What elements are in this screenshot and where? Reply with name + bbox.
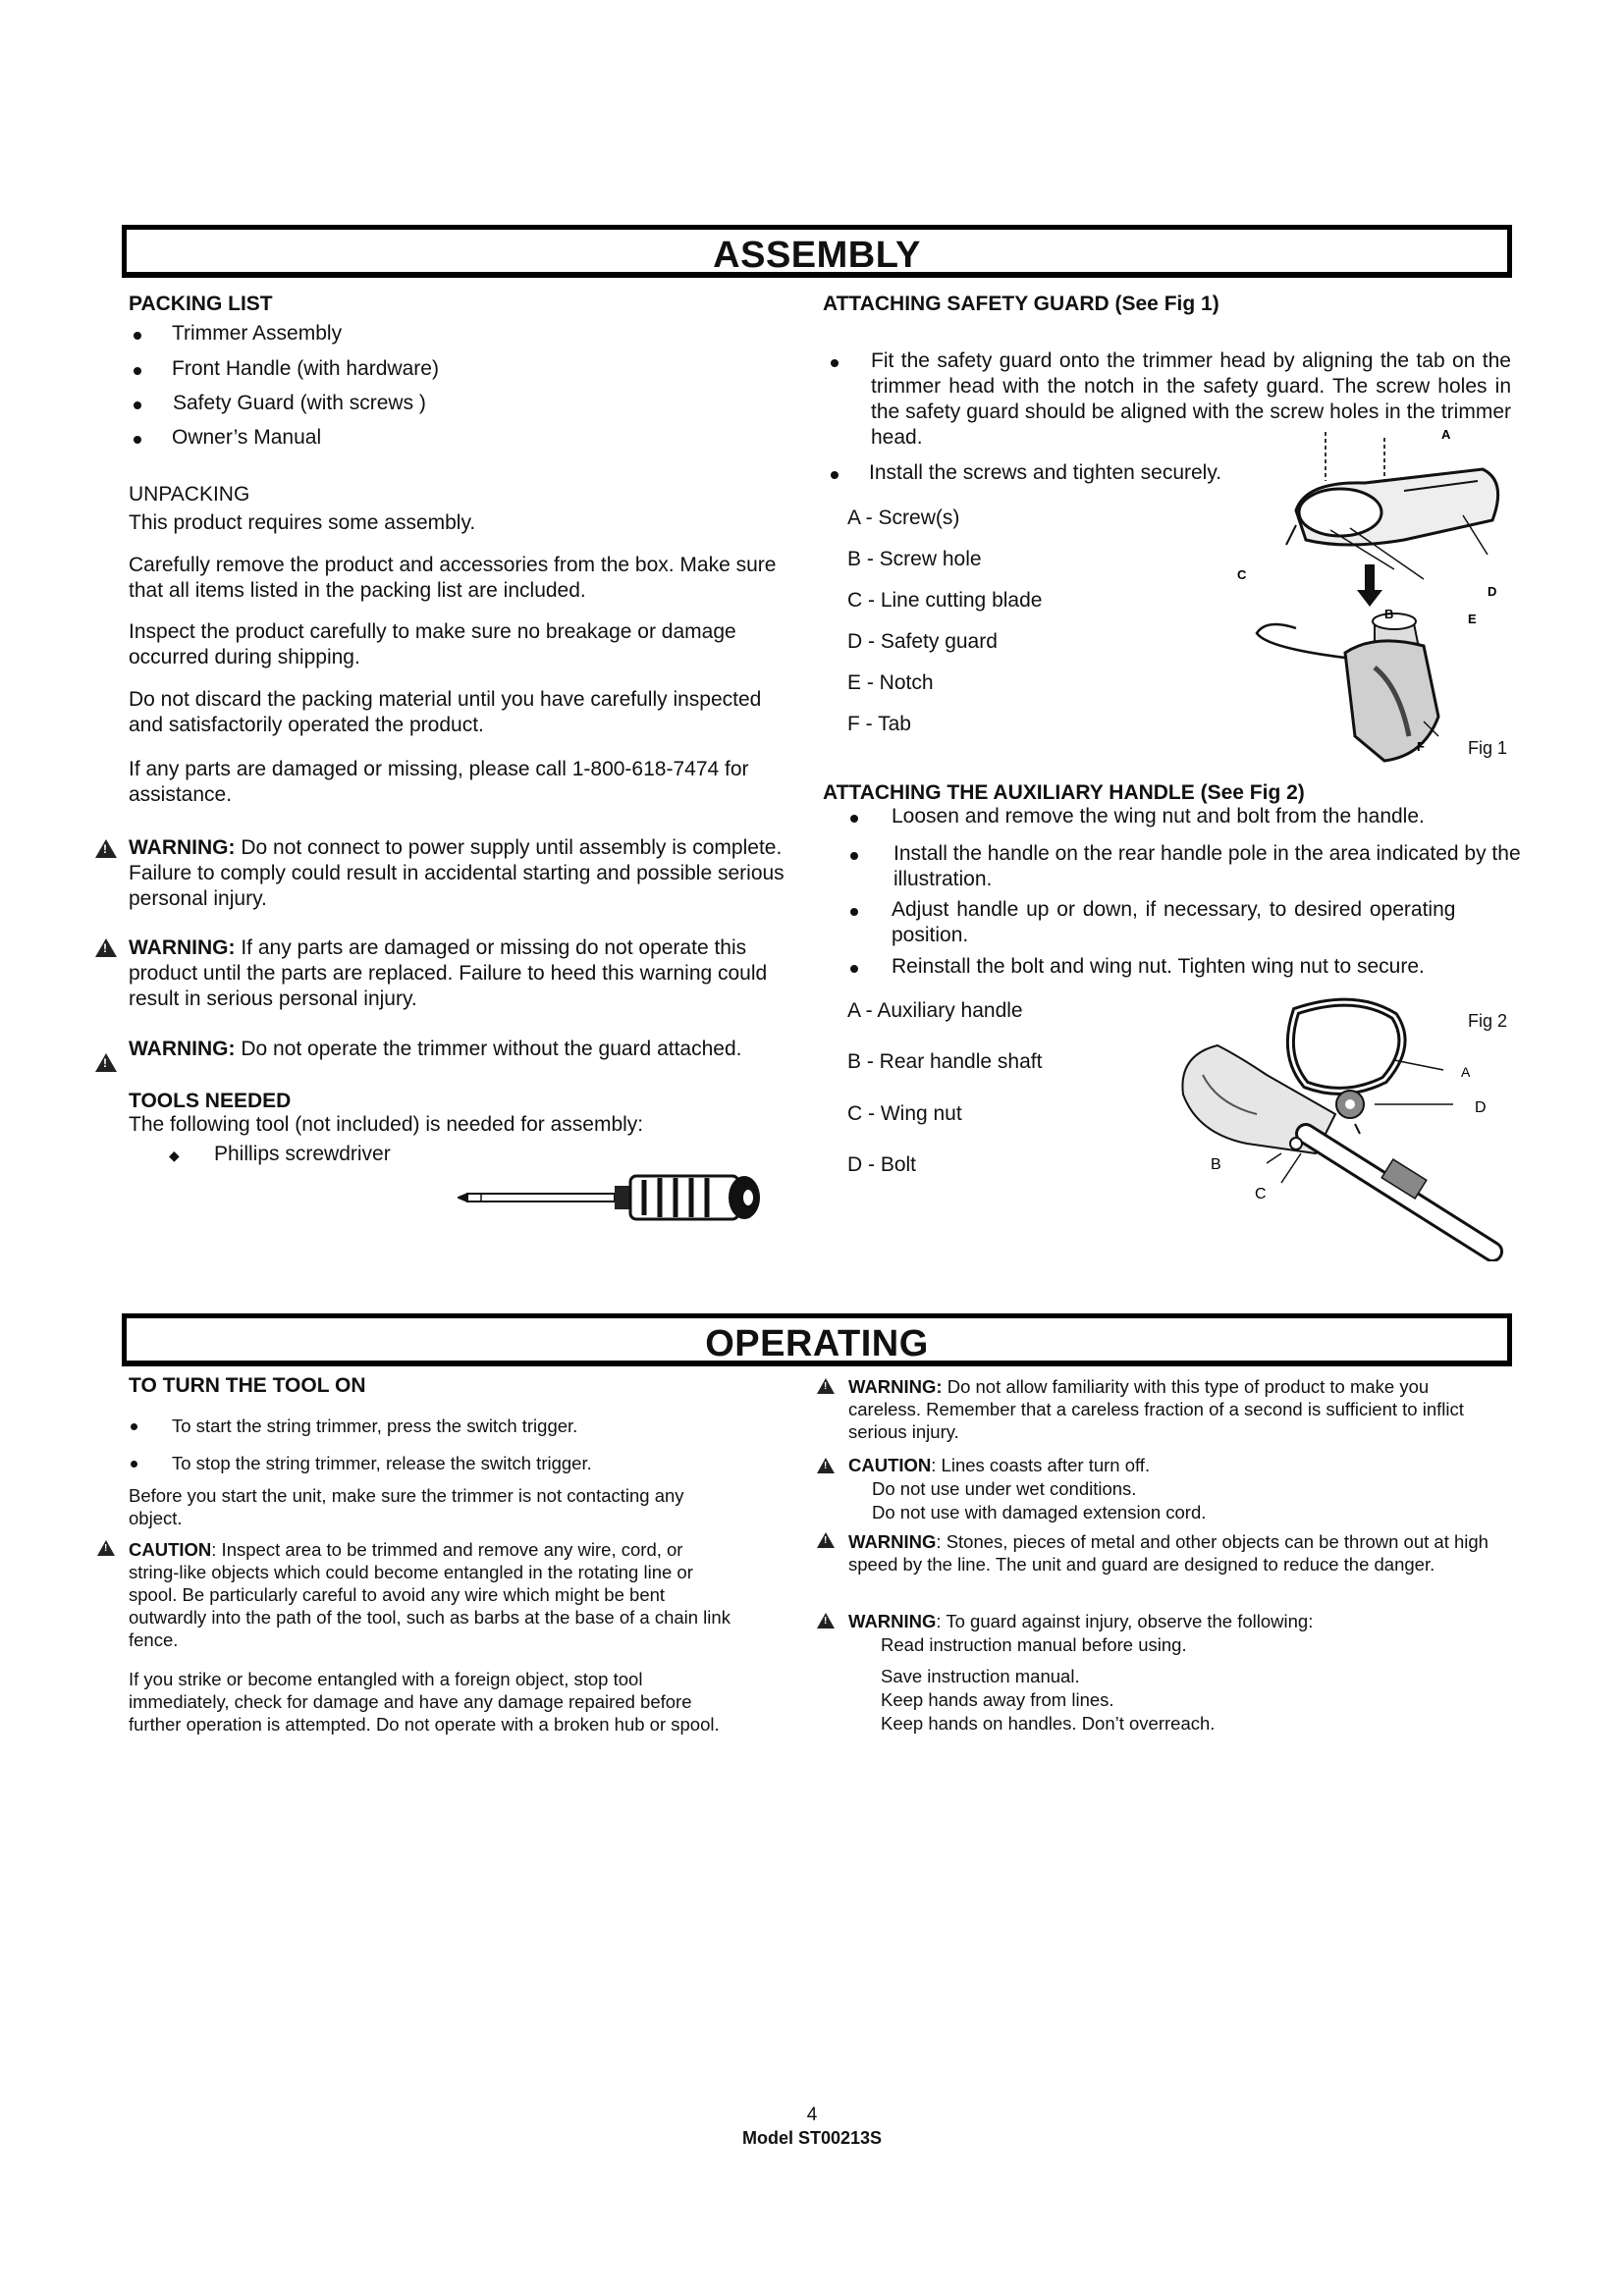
bullet [131,1423,137,1430]
fig1-part: F - Tab [847,713,911,735]
fig1-part: D - Safety guard [847,630,998,653]
guard-line: Keep hands away from lines. [881,1689,1114,1710]
turn-on-heading: TO TURN THE TOOL ON [129,1374,366,1397]
fig2-illustration [1159,987,1512,1261]
caution-line: Do not use under wet conditions. [872,1478,1137,1499]
fig1-label: E [1468,612,1477,626]
operating-warning-familiarity: WARNING: Do not allow familiarity with this type of product to make you careless. Remember that a careless fraction of a second is sufficient to inflict serious injury. [848,1376,1464,1442]
bullet [850,815,858,823]
unpacking-paragraph: Carefully remove the product and accessories from the box. Make sure that all items listed in the packing list are included. [129,554,777,602]
fig1-part: A - Screw(s) [847,507,960,529]
guard-line: Save instruction manual. [881,1666,1080,1686]
warning-icon [817,1378,835,1394]
assembly-header-box [122,225,1512,278]
operating-caution-lines: CAUTION: Lines coasts after turn off. [848,1455,1151,1475]
fig2-label: D [1475,1099,1487,1116]
bullet [134,367,141,375]
aux-handle-step: Loosen and remove the wing nut and bolt from the handle. [892,805,1425,828]
bullet [850,852,858,860]
warning-1: WARNING: Do not connect to power supply until assembly is complete. Failure to comply could result in accidental starting and possible serious personal injury. [129,836,785,910]
fig1-label: F [1417,739,1425,754]
strike-note: If you strike or become entangled with a foreign object, stop tool immediately, check for damage and have any damage repaired before further operation is attempted. Do not operate with a broken hub or spool. [129,1669,720,1735]
fig1-label: D [1488,584,1497,599]
fig2-part: D - Bolt [847,1153,917,1176]
bullet [850,965,858,973]
operating-title: OPERATING [705,1323,929,1364]
tools-item: Phillips screwdriver [214,1143,391,1165]
aux-handle-heading: ATTACHING THE AUXILIARY HANDLE (See Fig 2) [823,781,1305,804]
fig1-part: C - Line cutting blade [847,589,1043,612]
caution-icon [97,1540,115,1556]
turn-on-step: To stop the string trimmer, release the switch trigger. [172,1453,592,1473]
safety-guard-heading: ATTACHING SAFETY GUARD (See Fig 1) [823,293,1219,315]
bullet [831,471,839,479]
page-number: 4 [806,2105,818,2125]
guard-line: Read instruction manual before using. [881,1634,1187,1655]
packing-item: Owner’s Manual [172,426,322,449]
packing-list-heading: PACKING LIST [129,293,273,315]
unpacking-paragraph: Do not discard the packing material until you have carefully inspected and satisfactorily operated the product. [129,688,762,736]
guard-line: Keep hands on handles. Don’t overreach. [881,1713,1216,1734]
warning-icon [817,1613,835,1629]
turn-on-note: Before you start the unit, make sure the trimmer is not contacting any object. [129,1485,684,1528]
safety-guard-step: Fit the safety guard onto the trimmer head by aligning the tab on the trimmer head with the notch in the safety guard. The screw holes in the safety guard should be aligned with the screw holes in the trimmer head. [871,349,1511,449]
aux-handle-step: Install the handle on the rear handle pole in the area indicated by the illustration. [893,842,1521,890]
unpacking-paragraph: This product requires some assembly. [129,511,476,534]
fig2-part: A - Auxiliary handle [847,999,1023,1022]
warning-icon [817,1532,835,1548]
packing-item: Safety Guard (with screws ) [173,392,426,414]
packing-item: Trimmer Assembly [172,322,343,345]
fig1-label: C [1237,567,1247,582]
bullet [131,1461,137,1468]
tools-heading: TOOLS NEEDED [129,1090,292,1112]
unpacking-heading: UNPACKING [129,483,250,506]
turn-on-caution: CAUTION: Inspect area to be trimmed and remove any wire, cord, or string-like objects which could become entangled in the rotating line or spool. Be particularly careful to avoid any wire which might be bent outwardly into the path of the tool, such as barbs at the base of a chain link fence. [129,1539,731,1650]
fig1-part: E - Notch [847,671,934,694]
screwdriver-illustration [458,1168,782,1227]
model-number: Model ST00213S [741,2128,883,2148]
fig1-caption: Fig 1 [1468,738,1508,758]
operating-header-box [122,1313,1512,1366]
warning-icon [95,839,117,858]
fig2-label: B [1211,1156,1221,1173]
bullet [134,401,141,409]
fig1-part: B - Screw hole [847,548,982,570]
caution-icon [817,1458,835,1473]
diamond-bullet-icon: ◆ [169,1148,180,1163]
fig2-part: C - Wing nut [847,1102,962,1125]
operating-warning-guard: WARNING: To guard against injury, observe the following: [848,1611,1314,1631]
safety-guard-step: Install the screws and tighten securely. [869,461,1222,484]
aux-handle-step: Reinstall the bolt and wing nut. Tighten wing nut to secure. [892,955,1425,978]
warning-icon [95,938,117,957]
fig2-caption: Fig 2 [1468,1011,1508,1031]
fig2-part: B - Rear handle shaft [847,1050,1043,1073]
unpacking-paragraph: Inspect the product carefully to make sure no breakage or damage occurred during shipping. [129,620,736,668]
fig2-label: A [1461,1064,1471,1080]
packing-item: Front Handle (with hardware) [172,357,439,380]
fig1-label: B [1384,607,1394,621]
turn-on-step: To start the string trimmer, press the switch trigger. [172,1415,578,1436]
warning-icon [95,1053,117,1072]
fig2-label: C [1255,1186,1267,1202]
warning-2: WARNING: If any parts are damaged or missing do not operate this product until the parts are replaced. Failure to heed this warning could result in serious personal injury. [129,936,768,1010]
tools-text: The following tool (not included) is needed for assembly: [129,1113,644,1136]
fig1-illustration [1227,422,1512,775]
unpacking-paragraph: If any parts are damaged or missing, please call 1-800-618-7474 for assistance. [129,758,749,806]
warning-3: WARNING: Do not operate the trimmer without the guard attached. [129,1038,742,1060]
bullet [850,908,858,916]
operating-warning-stones: WARNING: Stones, pieces of metal and other objects can be thrown out at high speed by the line. The unit and guard are designed to reduce the danger. [848,1531,1489,1575]
bullet [134,332,141,340]
bullet [134,436,141,444]
aux-handle-step: Adjust handle up or down, if necessary, to desired operating position. [892,898,1456,946]
assembly-title: ASSEMBLY [713,235,921,276]
caution-line: Do not use with damaged extension cord. [872,1502,1207,1522]
fig1-label: A [1441,427,1451,442]
bullet [831,359,839,367]
